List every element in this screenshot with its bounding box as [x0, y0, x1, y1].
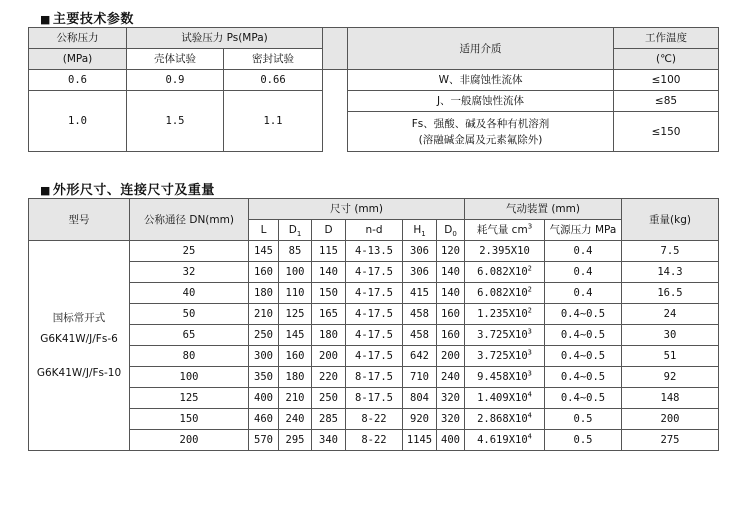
- specs-table: [28, 27, 719, 152]
- table-row: [29, 409, 719, 430]
- D1-cell: 145: [279, 325, 312, 346]
- model-line: G6K41W/J/Fs-6: [40, 333, 118, 345]
- section-title-text: 主要技术参数: [52, 12, 134, 27]
- table-row: [29, 283, 719, 304]
- kg-cell: 16.5: [622, 283, 719, 304]
- spacer-cell: [323, 70, 348, 152]
- press-cell: 0.4~0.5: [545, 346, 622, 367]
- air-consumption-value: 6.082X10: [477, 266, 528, 278]
- D0-cell: 400: [437, 430, 465, 451]
- D-cell: 150: [312, 283, 346, 304]
- press-cell: 0.5: [545, 430, 622, 451]
- header-pneumatic: 气动装置 (mm): [465, 199, 622, 220]
- D-cell: 115: [312, 241, 346, 262]
- media-line: Fs、强酸、碱及各种有机溶剂: [411, 117, 550, 130]
- header-D0: [437, 220, 465, 241]
- L-cell: 180: [249, 283, 279, 304]
- air-consumption-exp: 3: [527, 327, 532, 336]
- press-cell: 0.4~0.5: [545, 325, 622, 346]
- model-line: 国标常开式: [52, 312, 106, 324]
- L-cell: 145: [249, 241, 279, 262]
- D0-cell: 240: [437, 367, 465, 388]
- L-cell: 300: [249, 346, 279, 367]
- air-consumption-value: 9.458X10: [477, 371, 528, 383]
- header-size: 尺寸 (mm): [249, 199, 465, 220]
- header-work-temp: 工作温度: [614, 28, 719, 49]
- temp-cell: ≤85: [614, 91, 719, 112]
- media-cell: W、非腐蚀性流体: [348, 70, 614, 91]
- press-cell: 0.4~0.5: [545, 304, 622, 325]
- model-cell: [29, 241, 130, 451]
- D0-cell: 160: [437, 304, 465, 325]
- D1-cell: 295: [279, 430, 312, 451]
- D0-cell: 320: [437, 388, 465, 409]
- nd-cell: 4-17.5: [346, 304, 403, 325]
- header-D: D: [312, 220, 346, 241]
- nd-cell: 8-17.5: [346, 388, 403, 409]
- header-air-consumption-text: 耗气量 cm: [476, 224, 528, 236]
- D0-cell: 320: [437, 409, 465, 430]
- air-consumption-cell: [465, 388, 545, 409]
- air-consumption-cell: [465, 409, 545, 430]
- D-cell: 180: [312, 325, 346, 346]
- D-cell: 285: [312, 409, 346, 430]
- H1-cell: 458: [403, 325, 437, 346]
- table-row: [29, 304, 719, 325]
- air-consumption-cell: [465, 304, 545, 325]
- H1-cell: 306: [403, 241, 437, 262]
- nd-cell: 4-13.5: [346, 241, 403, 262]
- square-bullet-icon: ■: [40, 184, 51, 197]
- nd-cell: 8-17.5: [346, 367, 403, 388]
- D1-cell: 180: [279, 367, 312, 388]
- D1-cell: 210: [279, 388, 312, 409]
- press-cell: 0.5: [545, 409, 622, 430]
- dn-cell: 200: [130, 430, 249, 451]
- air-consumption-cell: [465, 346, 545, 367]
- air-consumption-exp: 2: [527, 306, 532, 315]
- D1-cell: 240: [279, 409, 312, 430]
- nd-cell: 4-17.5: [346, 262, 403, 283]
- D-cell: 250: [312, 388, 346, 409]
- header-spacer: [323, 28, 348, 70]
- nd-cell: 8-22: [346, 409, 403, 430]
- shell-cell: 1.5: [127, 91, 224, 152]
- header-D0-sub: 0: [452, 230, 457, 239]
- media-cell: [348, 112, 614, 152]
- air-consumption-exp: 4: [527, 411, 532, 420]
- D0-cell: 140: [437, 262, 465, 283]
- air-consumption-exp: 3: [527, 369, 532, 378]
- air-consumption-cell: [465, 241, 545, 262]
- kg-cell: 14.3: [622, 262, 719, 283]
- H1-cell: 804: [403, 388, 437, 409]
- kg-cell: 275: [622, 430, 719, 451]
- kg-cell: 51: [622, 346, 719, 367]
- section-title-specs: [40, 8, 134, 27]
- D1-cell: 100: [279, 262, 312, 283]
- air-consumption-exp: 4: [527, 390, 532, 399]
- dn-cell: 80: [130, 346, 249, 367]
- air-consumption-exp: 2: [527, 285, 532, 294]
- L-cell: 210: [249, 304, 279, 325]
- air-consumption-cell: [465, 262, 545, 283]
- dn-cell: 65: [130, 325, 249, 346]
- table-row: [29, 262, 719, 283]
- H1-cell: 1145: [403, 430, 437, 451]
- header-weight: 重量(kg): [622, 199, 719, 241]
- L-cell: 350: [249, 367, 279, 388]
- header-nd: n-d: [346, 220, 403, 241]
- section-title-dimensions: [40, 179, 215, 198]
- header-L: L: [249, 220, 279, 241]
- air-consumption-cell: [465, 283, 545, 304]
- table-row: [29, 388, 719, 409]
- seal-cell: 1.1: [224, 91, 323, 152]
- header-D1-sub: 1: [296, 230, 302, 239]
- L-cell: 250: [249, 325, 279, 346]
- air-consumption-value: 1.235X10: [477, 308, 528, 320]
- dimensions-table: [28, 198, 719, 451]
- square-bullet-icon: ■: [40, 13, 51, 26]
- H1-cell: 710: [403, 367, 437, 388]
- header-test-pressure: 试验压力 Ps(MPa): [127, 28, 323, 49]
- header-model: 型号: [29, 199, 130, 241]
- kg-cell: 24: [622, 304, 719, 325]
- dn-cell: 40: [130, 283, 249, 304]
- header-D1-main: D: [288, 224, 297, 236]
- D-cell: 140: [312, 262, 346, 283]
- header-dn: 公称通径 DN(mm): [130, 199, 249, 241]
- D0-cell: 160: [437, 325, 465, 346]
- press-cell: 0.4~0.5: [545, 367, 622, 388]
- H1-cell: 306: [403, 262, 437, 283]
- kg-cell: 7.5: [622, 241, 719, 262]
- table-row: [29, 346, 719, 367]
- D1-cell: 125: [279, 304, 312, 325]
- press-cell: 0.4~0.5: [545, 388, 622, 409]
- shell-cell: 0.9: [127, 70, 224, 91]
- air-consumption-cell: [465, 367, 545, 388]
- dn-cell: 32: [130, 262, 249, 283]
- air-consumption-exp: 4: [527, 432, 532, 441]
- air-consumption-exp: 3: [527, 348, 532, 357]
- table-row: [29, 241, 719, 262]
- kg-cell: 148: [622, 388, 719, 409]
- air-consumption-value: 3.725X10: [477, 350, 528, 362]
- table-row: [29, 367, 719, 388]
- header-H1-main: H: [413, 224, 422, 236]
- nd-cell: 8-22: [346, 430, 403, 451]
- D-cell: 200: [312, 346, 346, 367]
- D-cell: 165: [312, 304, 346, 325]
- header-media: 适用介质: [348, 28, 614, 70]
- media-line-note: (溶融碱金属及元素氟除外): [418, 133, 543, 146]
- header-D0-main: D: [444, 224, 453, 236]
- header-air-source: 气源压力 MPa: [545, 220, 622, 241]
- header-air-consumption: [465, 220, 545, 241]
- L-cell: 400: [249, 388, 279, 409]
- temp-cell: ≤100: [614, 70, 719, 91]
- H1-cell: 642: [403, 346, 437, 367]
- header-H1: [403, 220, 437, 241]
- temp-cell: ≤150: [614, 112, 719, 152]
- pn-cell: 0.6: [29, 70, 127, 91]
- header-nominal-pressure: 公称压力: [29, 28, 127, 49]
- D1-cell: 110: [279, 283, 312, 304]
- H1-cell: 920: [403, 409, 437, 430]
- H1-cell: 458: [403, 304, 437, 325]
- kg-cell: 200: [622, 409, 719, 430]
- section-title-text: 外形尺寸、连接尺寸及重量: [52, 183, 215, 198]
- press-cell: 0.4: [545, 283, 622, 304]
- header-temp-unit: (℃): [614, 49, 719, 70]
- air-consumption-value: 2.868X10: [477, 413, 528, 425]
- dn-cell: 50: [130, 304, 249, 325]
- nd-cell: 4-17.5: [346, 283, 403, 304]
- air-consumption-cell: [465, 325, 545, 346]
- kg-cell: 92: [622, 367, 719, 388]
- header-air-consumption-sup: 3: [527, 222, 533, 231]
- header-shell-test: 壳体试验: [127, 49, 224, 70]
- dimensions-body: [29, 241, 719, 451]
- air-consumption-cell: [465, 430, 545, 451]
- header-H1-sub: 1: [421, 230, 426, 239]
- kg-cell: 30: [622, 325, 719, 346]
- press-cell: 0.4: [545, 262, 622, 283]
- dn-cell: 125: [130, 388, 249, 409]
- table-row: [29, 430, 719, 451]
- L-cell: 460: [249, 409, 279, 430]
- air-consumption-value: 3.725X10: [477, 329, 528, 341]
- media-cell: J、一般腐蚀性流体: [348, 91, 614, 112]
- table-row: [29, 325, 719, 346]
- air-consumption-value: 1.409X10: [477, 392, 528, 404]
- air-consumption-value: 4.619X10: [477, 434, 528, 446]
- header-D1: [279, 220, 312, 241]
- press-cell: 0.4: [545, 241, 622, 262]
- dn-cell: 100: [130, 367, 249, 388]
- seal-cell: 0.66: [224, 70, 323, 91]
- model-line: G6K41W/J/Fs-10: [36, 367, 122, 379]
- L-cell: 160: [249, 262, 279, 283]
- nd-cell: 4-17.5: [346, 325, 403, 346]
- dn-cell: 25: [130, 241, 249, 262]
- D1-cell: 160: [279, 346, 312, 367]
- air-consumption-value: 2.395X10: [479, 245, 530, 257]
- nd-cell: 4-17.5: [346, 346, 403, 367]
- D0-cell: 200: [437, 346, 465, 367]
- L-cell: 570: [249, 430, 279, 451]
- D-cell: 340: [312, 430, 346, 451]
- header-nominal-unit: (MPa): [29, 49, 127, 70]
- D1-cell: 85: [279, 241, 312, 262]
- D-cell: 220: [312, 367, 346, 388]
- H1-cell: 415: [403, 283, 437, 304]
- D0-cell: 140: [437, 283, 465, 304]
- D0-cell: 120: [437, 241, 465, 262]
- pn-cell: 1.0: [29, 91, 127, 152]
- dn-cell: 150: [130, 409, 249, 430]
- header-seal-test: 密封试验: [224, 49, 323, 70]
- air-consumption-value: 6.082X10: [477, 287, 528, 299]
- air-consumption-exp: 2: [527, 264, 532, 273]
